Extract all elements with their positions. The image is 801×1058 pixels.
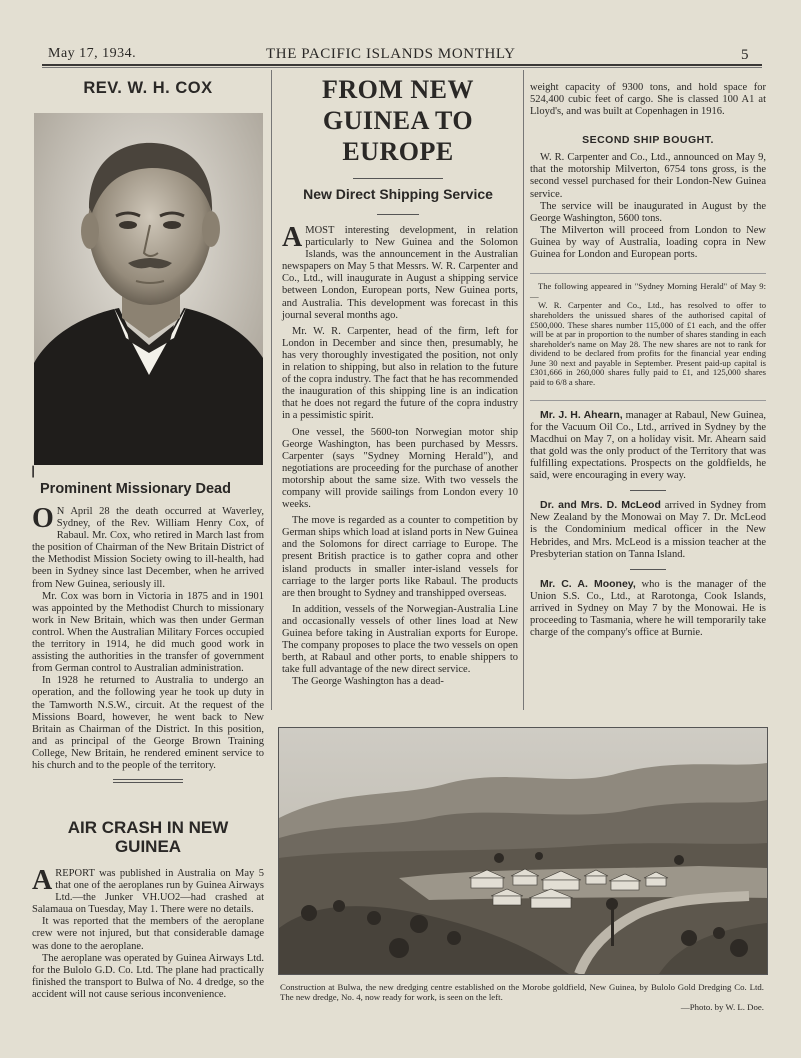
page-number: 5 [741,47,749,63]
second-ship-body [530,152,766,261]
personal-name: Mr. J. H. Ahearn, [540,408,623,421]
cox-heading: REV. W. H. COX [83,79,213,97]
smh-intro: The following appeared in "Sydney Morning Herald" of May 9:— [530,281,766,301]
heading-rule [353,178,443,179]
second-ship-paragraph: W. R. Carpenter and Co., Ltd., announced on May 9, that the motorship Milverton, 6754 tons gross, is the second vessel purchased for their London-New Guinea service. [530,152,766,200]
caption-text: Construction at Bulwa, the new dredging centre established on the Morobe goldfield, New Guinea, by Bulolo Gold Dredging Co. Ltd. The new dredge, No. 4, now ready for work, is seen on the left. [280,982,764,1002]
section-divider [113,782,183,783]
personal-item: Mr. J. H. Ahearn, manager at Rabaul, New Guinea, for the Vacuum Oil Co., Ltd., arrived in Sydney by the Macdhui on May 7, on a holiday visit. Mr. Ahearn said that gold was the only product of the Territory that was fulfilling expectations. Prospects on the goldfields, he said, were encouraging in every way. [530,408,766,482]
landscape-photo-of-bulwa [279,728,767,974]
air-paragraph: It was reported that the members of the aeroplane crew were not injured, but that considerable damage was done to the aeroplane. [32,916,264,952]
personal-item: Dr. and Mrs. D. McLeod arrived in Sydney from New Zealand by the Monowai on May 7. Dr. McLeod is the Condominium medical officer in the New Hebrides, and Mrs. McLeod is a mission teacher at the Presbyterian station on Tanna Island. [530,499,766,560]
section-divider [630,569,666,570]
air-article [32,818,264,1001]
portrait-photo [34,113,263,465]
cox-article [30,467,264,783]
column-rule-left [271,70,272,710]
section-divider [630,490,666,491]
air-body [32,865,264,1001]
cox-dropcap: O [32,503,54,534]
air-paragraph: The aeroplane was operated by Guinea Airways Ltd. for the Bulolo G.D. Co. Ltd. The plane had practically finished the transport to Bulwa of No. 4 dredge, so the accident will not cause serious inconvenience. [32,952,264,1000]
europe-first-paragraph: AMOST interesting development, in relation particularly to New Guinea and the Solomon Islands, was the announcement in the Australian newspapers on May 5 that Messrs. W. R. Carpenter and Co., Ltd., will inaugurate in August a shipping service between London, European ports, New Guinea ports, and Australia. This development was forecast in this journal several months ago. [282,222,518,321]
smh-excerpt [530,282,766,388]
europe-article [278,74,518,688]
personal-item: Mr. C. A. Mooney, who is the manager of the Union S.S. Co., Ltd., at Rarotonga, Cook Islands, arrived in Sydney on May 7 by the Monowai. He is proceeding to Tasmania, where he will temporarily take charge of the company's office at Burnie. [530,577,766,639]
portrait-of-rev-cox [34,113,263,465]
cox-paragraph: In 1928 he returned to Australia to undergo an operation, and the following year he took up duty in the Tamworth N.S.W., circuit. At the request of the Missions Board, however, he went back to New Britain as Chairman of the District. In this position, and as principal of the George Brown Training College, New Britain, he rendered eminent service to his church and to the people of the territory. [32,675,264,771]
europe-paragraph: Mr. W. R. Carpenter, head of the firm, left for London in December and since then, presumably, he has very thoroughly investigated the position, not only in relation to shipping, but also in relation to the future of the copra industry. The fact that he has recommended the inauguration of this shipping line is an indication that he does not regard the future of the copra industry in a pessimistic spirit. [282,325,518,422]
europe-paragraph: The George Washington has a dead- [292,676,444,688]
air-heading: AIR CRASH IN NEW GUINEA [67,818,229,856]
europe-subheading: New Direct Shipping Service [303,186,493,202]
right-column [530,82,766,639]
europe-paragraph: In addition, vessels of the Norwegian-Australia Line and occasionally vessels of other lines load at New Guinea before taking in Australian exports for Europe. The company proposes to place the two vessels on open berth, at Rabaul and other ports, to enable shippers to take full advantage of the new direct service. [282,603,518,676]
europe-paragraph: The move is regarded as a counter to competition by German ships which load at island ports in New Guinea and the Solomons for direct carriage to Europe. The present British practice is to gather copra and other island products in smaller inter-island vessels for carriage to the larger ports like Rabaul. The products are then brought to Sydney and transhipped overseas. [282,515,518,599]
cox-subheading: Prominent Missionary Dead [40,481,231,497]
page-date: May 17, 1934. [48,46,137,61]
europe-continued: weight capacity of 9300 tons, and hold space for 524,400 cubic feet of cargo. She is classed 100 A1 at Lloyd's, and was built at Copenhagen in 1916. [530,82,766,118]
header-rule-thin [42,67,762,68]
section-divider [113,779,183,780]
small-marker: ┃ [30,467,37,478]
cox-body [32,503,264,772]
second-ship-paragraph: The service will be inaugurated in August by the George Washington, 5600 tons. [530,200,766,224]
europe-dropcap: A [282,222,303,253]
cox-section [30,70,266,98]
cox-first-paragraph: O N April 28 the death occurred at Waverley, Sydney, of the Rev. William Henry Cox, of Rabaul. Mr. Cox, who retired in March last from the position of Chairman of the New Britain District of the Methodist Mission Society owing to ill-health, had been in Sydney since last December, when he arrived from New Guinea, seriously ill. [32,503,264,590]
header-rule [42,64,762,66]
second-ship-paragraph: The Milverton will proceed from London to New Guinea by way of Australia, loading copra in New Guinea for London and European ports. [530,224,766,261]
photo-credit: —Photo. by W. L. Doe. [680,1002,764,1012]
magazine-title: THE PACIFIC ISLANDS MONTHLY [266,46,516,62]
europe-heading: FROM NEW GUINEA TO EUROPE [321,75,475,166]
personal-name: Dr. and Mrs. D. McLeod [540,499,661,512]
bulwa-photo [278,727,768,975]
air-dropcap: A [32,865,53,896]
europe-body [282,222,518,688]
column-rule-right [523,70,524,710]
air-first-paragraph: AREPORT was published in Australia on May 5 that one of the aeroplanes run by Guinea Airways Ltd.—the Junker VH.UO2—had crashed at Salamaua on Tuesday, May 1. There were no details. [32,865,264,916]
cox-paragraph: Mr. Cox was born in Victoria in 1875 and in 1901 was appointed by the Methodist Church to missionary work in New Britain, which was then under German control. When the Australian Military Forces occupied the territory in 1914, he did much good work in assisting the authorities in the transfer of government from German control to Australian administration. [32,590,264,675]
section-divider [530,400,766,401]
second-ship-heading: SECOND SHIP BOUGHT. [582,134,714,147]
smh-body: W. R. Carpenter and Co., Ltd., has resolved to offer to shareholders the unissued shares of the authorised capital of £500,000. These shares number 115,000 of £1 each, and the offer will be at par in proportion to the number of shares standing in each shareholder's name on May 28. The new shares are not to rank for dividend to be declared from profits for the financial year ending June 30 next and payable in September. Present paid-up capital is £301,666 in 260,000 shares fully paid to £1, and 125,000 shares paid to 6/8 a share. [530,300,766,388]
section-divider [530,273,766,274]
subheading-rule [377,214,419,215]
personal-name: Mr. C. A. Mooney, [540,577,636,590]
europe-paragraph: One vessel, the 5600-ton Norwegian motor ship George Washington, has been purchased by Messrs. Carpenter (says "Sydney Morning Herald"), and negotiations are proceeding for the purchase of another motorship about the same size. With two vessels the company will provide sailings from London every 10 weeks. [282,426,518,511]
photo-caption [280,982,764,1012]
